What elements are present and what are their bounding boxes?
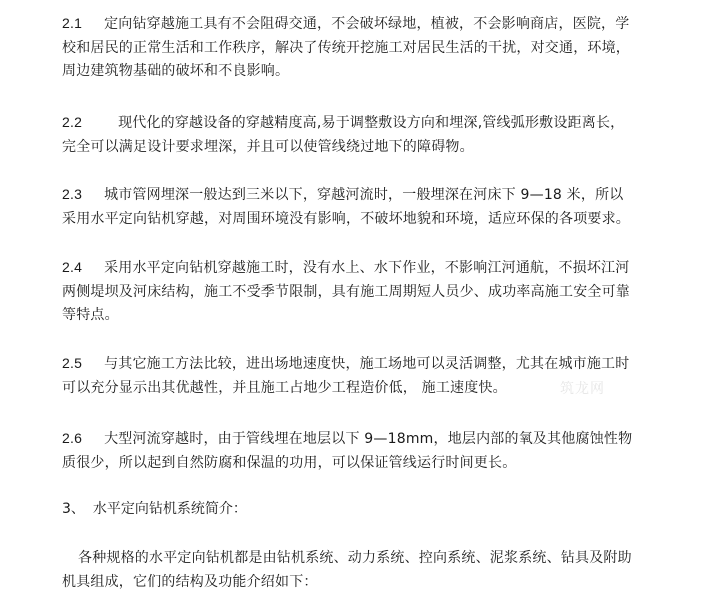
paragraph-line: 机具组成，它们的结构及功能介绍如下： <box>62 573 318 590</box>
line-text: 城市管网埋深一般达到三米以下，穿越河流时，一般埋深在河床下 9—18 米，所以 <box>104 187 624 203</box>
paragraph-line: 质很少，所以起到自然防腐和保温的功用，可以保证管线运行时间更长。 <box>62 454 517 471</box>
paragraph-line: 两侧堤坝及河床结构，施工不受季节限制，具有施工周期短人员少、成功率高施工安全可靠 <box>62 283 630 300</box>
line-text: 采用水平定向钻机穿越施工时，没有水上、水下作业，不影响江河通航，不损坏江河 <box>104 260 630 276</box>
line-text: 大型河流穿越时，由于管线埋在地层以下 9—18mm，地层内部的氧及其他腐蚀性物 <box>104 431 633 447</box>
item-number: 2.4 <box>62 259 83 275</box>
paragraph-line: 可以充分显示出其优越性，并且施工占地少工程造价低， 施工速度快。 <box>62 379 507 396</box>
paragraph-line <box>62 352 702 377</box>
paragraph-line <box>62 183 702 208</box>
paragraph-2-2 <box>62 111 702 159</box>
paragraph-2-5 <box>62 352 702 400</box>
section-title: 水平定向钻机系统简介： <box>92 501 247 517</box>
item-number: 2.2 <box>62 114 83 130</box>
section-heading <box>62 498 247 522</box>
paragraph-2-3 <box>62 183 702 231</box>
paragraph-line <box>62 256 702 281</box>
paragraph-line <box>62 547 702 571</box>
paragraph-2-1 <box>62 12 702 84</box>
paragraph-line: 等特点。 <box>62 307 119 323</box>
paragraph-line: 周边建筑物基础的破坏和不良影响。 <box>62 63 290 79</box>
watermark-text: 筑龙网 <box>560 381 605 397</box>
intro-paragraph <box>62 547 702 594</box>
paragraph-line <box>62 111 702 136</box>
item-number: 2.6 <box>62 430 83 446</box>
paragraph-line: 完全可以满足设计要求埋深，并且可以使管线绕过地下的障碍物。 <box>62 138 474 155</box>
paragraph-2-6 <box>62 427 702 475</box>
line-text: 定向钻穿越施工具有不会阻碍交通，不会破坏绿地，植被，不会影响商店，医院，学 <box>104 16 630 32</box>
line-text: 现代化的穿越设备的穿越精度高,易于调整敷设方向和埋深,管线弧形敷设距离长， <box>118 115 625 131</box>
line-text: 各种规格的水平定向钻机都是由钻机系统、动力系统、控向系统、泥浆系统、钻具及附助 <box>78 550 632 566</box>
section-number: 3、 <box>62 501 85 517</box>
paragraph-line <box>62 427 702 452</box>
paragraph-line: 采用水平定向钻机穿越，对周围环境没有影响，不破坏地貌和环境，适应环保的各项要求。 <box>62 210 630 227</box>
paragraph-line: 校和居民的正常生活和工作秩序，解决了传统开挖施工对居民生活的干扰，对交通，环境， <box>62 39 630 56</box>
paragraph-line <box>62 12 702 37</box>
paragraph-2-4 <box>62 256 702 328</box>
item-number: 2.1 <box>62 15 83 31</box>
item-number: 2.3 <box>62 186 83 202</box>
item-number: 2.5 <box>62 355 83 371</box>
line-text: 与其它施工方法比较，进出场地速度快，施工场地可以灵活调整，尤其在城市施工时 <box>104 356 630 372</box>
